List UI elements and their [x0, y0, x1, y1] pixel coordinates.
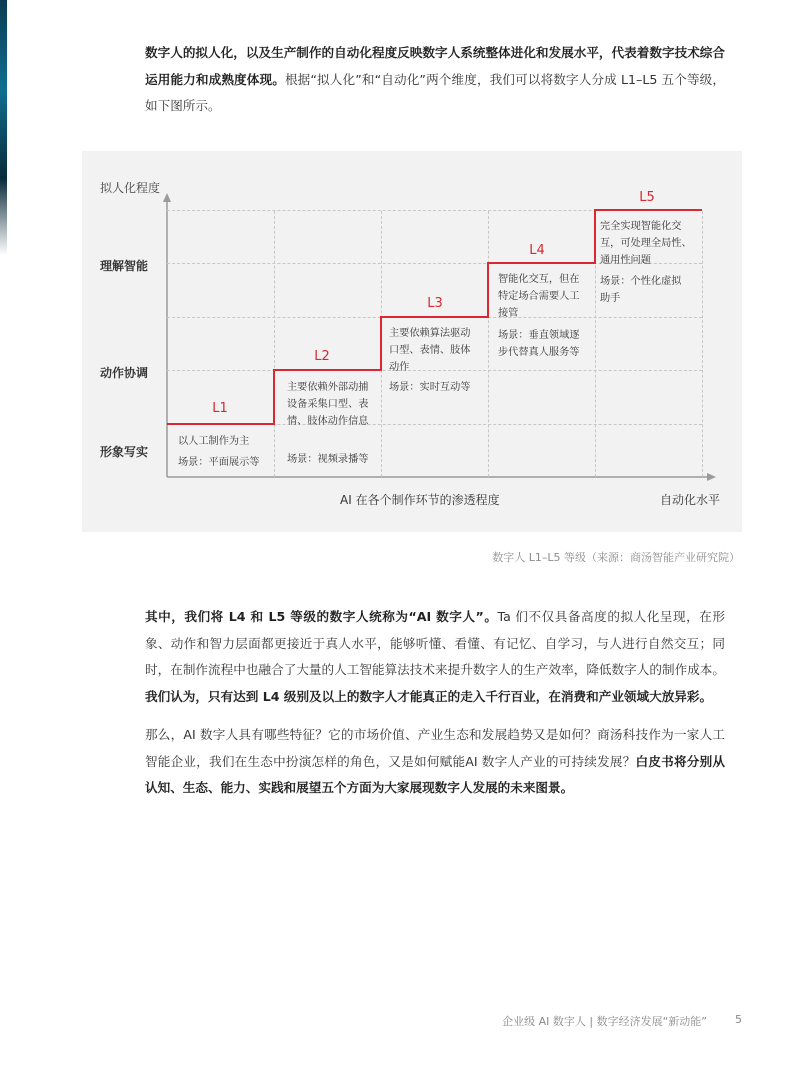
intro-bold: 数字人的拟人化，以及生产制作的自动化程度反映数字人系统整体进化和发展水平，代表着数字技术综合运用能力和成熟度体现。 [145, 45, 725, 87]
level-desc-l4: 智能化交互，但在特定场合需要人工接管 [498, 274, 580, 319]
level-label-l5: L5 [639, 190, 655, 205]
step-line-l2 [274, 369, 381, 371]
grid-vline [702, 211, 703, 477]
level-desc-l2: 主要依赖外部动捕设备采集口型、表情、肢体动作信息 [287, 382, 369, 427]
edge-decoration [0, 0, 7, 255]
level-label-l2: L2 [314, 349, 330, 364]
level-label-l3: L3 [427, 296, 443, 311]
x-axis-title: 自动化水平 [660, 493, 721, 507]
level-desc-l1: 以人工制作为主 [178, 436, 250, 447]
step-line-l1 [167, 423, 274, 425]
grid-vline [488, 211, 489, 477]
level-label-l4: L4 [529, 243, 545, 258]
page-number: 5 [735, 1013, 742, 1026]
y-tick-label: 形象写实 [100, 445, 149, 459]
y-axis-title: 拟人化程度 [100, 181, 161, 195]
paragraph-ai-human [145, 604, 725, 710]
level-scenario-l3: 场景：实时互动等 [389, 382, 471, 393]
x-center-label: AI 在各个制作环节的渗透程度 [340, 493, 500, 507]
step-line-l4 [488, 262, 595, 264]
p2-bold-lead: 其中，我们将 L4 和 L5 等级的数字人统称为“AI 数字人”。 [145, 609, 498, 624]
level-chart [82, 151, 742, 532]
p3-bold: 白皮书将分别从认知、生态、能力、实践和展望五个方面为大家展现数字人发展的未来图景。 [145, 753, 726, 795]
step-riser-l5 [594, 209, 596, 265]
y-tick-label: 理解智能 [100, 259, 149, 273]
level-desc-l3: 主要依赖算法驱动口型、表情、肢体动作 [389, 328, 471, 373]
intro-text: 根据“拟人化”和“自动化”两个维度，我们可以将数字人分成 L1–L5 五个等级，如下图所示。 [145, 71, 725, 113]
figure-caption: 数字人 L1–L5 等级（来源：商汤智能产业研究院） [492, 551, 740, 564]
p2-text: Ta 们不仅具备高度的拟人化呈现，在形象、动作和智力层面都更接近于真人水平，能够听懂、看懂、有记忆、自学习，与人进行自然交互；同时，在制作流程中也融合了大量的人工智能算法技术来提升数字人的生产效率，降低数字人的制作成本。 [145, 609, 726, 677]
step-riser-l4 [487, 262, 489, 318]
level-scenario-l4: 场景：垂直领域逐步代替真人服务等 [498, 330, 580, 358]
step-line-l3 [381, 316, 488, 318]
intro-paragraph [145, 40, 725, 120]
level-scenario-l1: 场景：平面展示等 [178, 457, 260, 468]
paragraph-questions [145, 722, 725, 802]
level-desc-l5: 完全实现智能化交互，可处理全局性、通用性问题 [600, 221, 692, 266]
level-label-l1: L1 [212, 401, 228, 416]
level-scenario-l5: 场景：个性化虚拟助手 [600, 276, 682, 304]
step-riser-l2 [273, 369, 275, 425]
step-line-l5 [595, 209, 702, 211]
p3-text: 那么，AI 数字人具有哪些特征？它的市场价值、产业生态和发展趋势又是如何？商汤科技作为一家人工智能企业，我们在生态中扮演怎样的角色，又是如何赋能AI 数字人产业的可持续发展？ [145, 727, 725, 769]
x-axis-arrow [707, 473, 716, 481]
step-riser-l3 [380, 316, 382, 372]
p2-bold-conclusion: 我们认为，只有达到 L4 级别及以上的数字人才能真正的走入千行百业，在消费和产业领域大放异彩。 [145, 688, 713, 704]
level-scenario-l2: 场景：视频录播等 [287, 454, 369, 465]
footer-title: 企业级 AI 数字人 | 数字经济发展“新动能” [502, 1015, 707, 1028]
y-axis-arrow [163, 193, 171, 202]
y-tick-label: 动作协调 [100, 366, 149, 380]
